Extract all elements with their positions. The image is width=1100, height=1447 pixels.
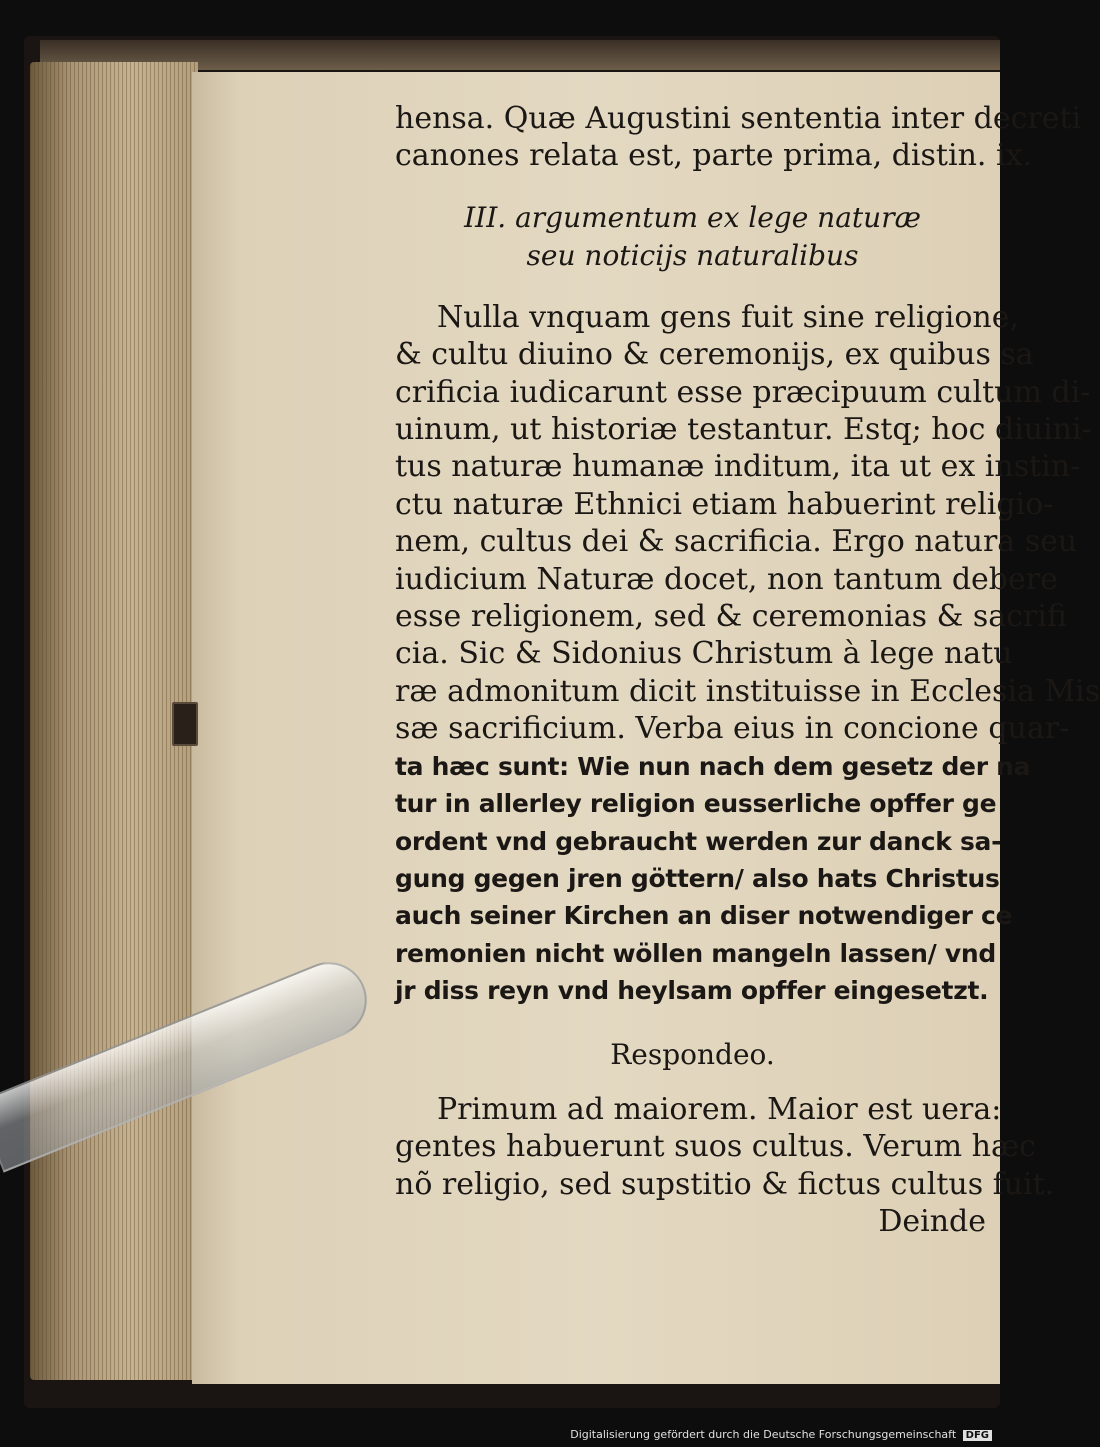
text-line: ræ admonitum dicit instituisse in Ecclesia Mis (395, 673, 1100, 709)
blackletter-line: auch seiner Kirchen an diser notwendiger ce (395, 901, 1013, 931)
section-heading: III. argumentum ex lege naturæ (464, 200, 921, 234)
text-line: Primum ad maiorem. Maior est uera: (437, 1091, 1002, 1127)
blackletter-line: tur in allerley religion eusserliche opffer ge (395, 789, 997, 819)
footer-text: Digitalisierung gefördert durch die Deutsche Forschungsgemeinschaft (570, 1428, 957, 1441)
text-line: gentes habuerunt suos cultus. Verum hæc (395, 1129, 1036, 1165)
catchword: Deinde (878, 1204, 986, 1240)
text-line: nõ religio, sed supstitio & fictus cultus fuit. (395, 1166, 1055, 1202)
text-line: nem, cultus dei & sacrificia. Ergo natura seu (395, 524, 1078, 560)
blackletter-line: remonien nicht wöllen mangeln lassen/ vnd (395, 938, 996, 968)
text-line: Nulla vnquam gens fuit sine religione, (437, 299, 1020, 335)
footer-credit (0, 1428, 992, 1441)
text-line: hensa. Quæ Augustini sententia inter decreti (395, 101, 1082, 136)
text-line: ctu naturæ Ethnici etiam habuerint religio- (395, 486, 1054, 522)
text-line: cia. Sic & Sidonius Christum à lege natu (395, 636, 1013, 672)
respondeo-heading: Respondeo. (610, 1037, 775, 1071)
page-text (395, 100, 1100, 1241)
clasp-mark (172, 702, 198, 746)
text-line: esse religionem, sed & ceremonias & sacrifi (395, 599, 1067, 635)
section-heading: seu noticijs naturalibus (526, 238, 859, 272)
blackletter-line: ta hæc sunt: Wie nun nach dem gesetz der na (395, 751, 1031, 781)
text-line: uinum, ut historiæ testantur. Estq; hoc diuini- (395, 412, 1092, 448)
text-line: & cultu diuino & ceremonijs, ex quibus sa (395, 337, 1034, 373)
dfg-logo: DFG (963, 1430, 992, 1441)
text-line: tus naturæ humanæ inditum, ita ut ex instin- (395, 449, 1081, 485)
text-line: crificia iudicarunt esse præcipuum cultum di- (395, 374, 1091, 410)
text-line: canones relata est, parte prima, distin. ix. (395, 138, 1033, 174)
text-line: sæ sacrificium. Verba eius in concione quar- (395, 711, 1070, 747)
blackletter-line: ordent vnd gebraucht werden zur danck sa- (395, 826, 1002, 856)
blackletter-line: gung gegen jren göttern/ also hats Christus (395, 863, 1000, 893)
blackletter-line: jr diss reyn vnd heylsam opffer eingesetzt. (395, 976, 989, 1006)
text-line: iudicium Naturæ docet, non tantum debere (395, 561, 1058, 597)
